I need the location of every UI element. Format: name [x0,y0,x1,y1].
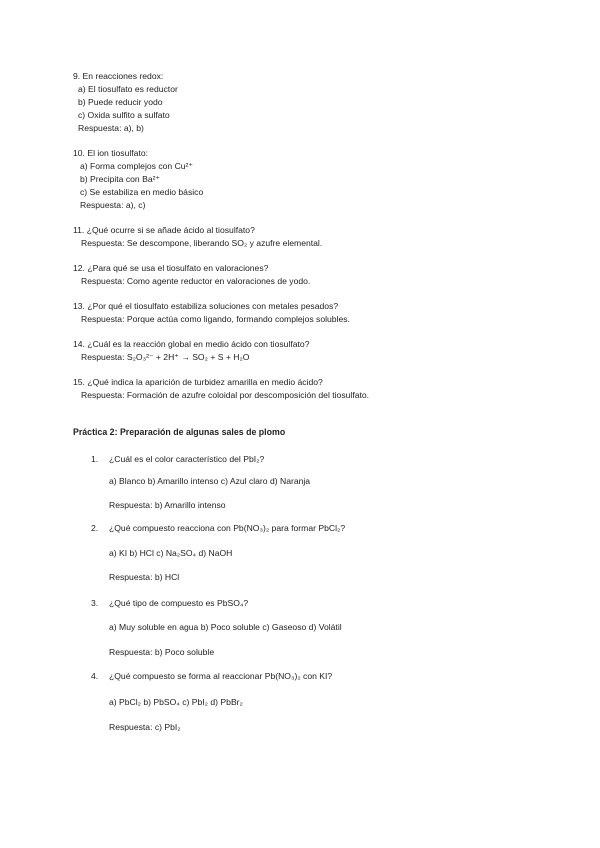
option-a: a) Forma complejos con Cu²⁺ [80,160,193,171]
answer: Respuesta: a), c) [80,199,146,210]
answer: Respuesta: Se descompone, liberando SO₂ y azufre elemental. [81,237,323,248]
item-answer: Respuesta: b) HCl [109,572,180,582]
question-title: 12. ¿Para qué se usa el tiosulfato en valoraciones? [73,263,269,273]
question-title: 15. ¿Qué indica la aparición de turbidez amarilla en medio ácido? [73,377,323,387]
question-12 [73,262,543,288]
item-question: ¿Qué tipo de compuesto es PbSO₄? [109,598,249,608]
option-a: a) El tiosulfato es reductor [78,83,178,94]
option-b: b) Puede reducir yodo [78,96,163,107]
item-number: 4. [91,671,99,681]
option-c: c) Se estabiliza en medio básico [80,186,204,197]
item-options: a) Muy soluble en agua b) Poco soluble c) Gaseoso d) Volátil [109,622,342,632]
question-9 [73,70,543,134]
question-title: 13. ¿Por qué el tiosulfato estabiliza soluciones con metales pesados? [73,301,339,311]
section-title: Práctica 2: Preparación de algunas sales de plomo [73,427,286,437]
question-13 [73,300,543,326]
item-answer: Respuesta: c) PbI₂ [109,722,181,732]
answer: Respuesta: Como agente reductor en valoraciones de yodo. [81,275,311,286]
item-options: a) KI b) HCl c) Na₂SO₄ d) NaOH [109,548,233,558]
question-title: 10. El ion tiosulfato: [73,148,149,158]
item-answer: Respuesta: b) Amarillo intenso [109,500,226,510]
item-question: ¿Qué compuesto reacciona con Pb(NO₃)₂ para formar PbCl₂? [109,523,346,533]
answer: Respuesta: a), b) [78,122,144,133]
question-title: 9. En reacciones redox: [73,71,164,81]
item-answer: Respuesta: b) Poco soluble [109,647,215,657]
question-title: 11. ¿Qué ocurre si se añade ácido al tiosulfato? [73,225,255,235]
answer: Respuesta: Formación de azufre coloidal por descomposición del tiosulfato. [81,389,370,400]
option-c: c) Oxida sulfito a sulfato [78,109,170,120]
item-number: 1. [91,454,99,464]
question-11 [73,224,543,250]
question-14 [73,338,543,364]
option-b: b) Precipita con Ba²⁺ [80,173,161,184]
item-options: a) PbCl₂ b) PbSO₄ c) PbI₂ d) PbBr₂ [109,697,243,707]
question-15 [73,376,543,402]
answer: Respuesta: Porque actúa como ligando, formando complejos solubles. [81,313,350,324]
question-title: 14. ¿Cuál es la reacción global en medio ácido con tiosulfato? [73,339,310,349]
answer: Respuesta: S₂O₃²⁻ + 2H⁺ → SO₂ + S + H₂O [81,351,250,362]
item-options: a) Blanco b) Amarillo intenso c) Azul claro d) Naranja [109,476,311,486]
item-question: ¿Cuál es el color característico del PbI₂? [109,454,265,464]
item-question: ¿Qué compuesto se forma al reaccionar Pb(NO₃)₂ con KI? [109,671,333,681]
question-10 [73,147,543,211]
item-number: 3. [91,598,99,608]
item-number: 2. [91,523,99,533]
